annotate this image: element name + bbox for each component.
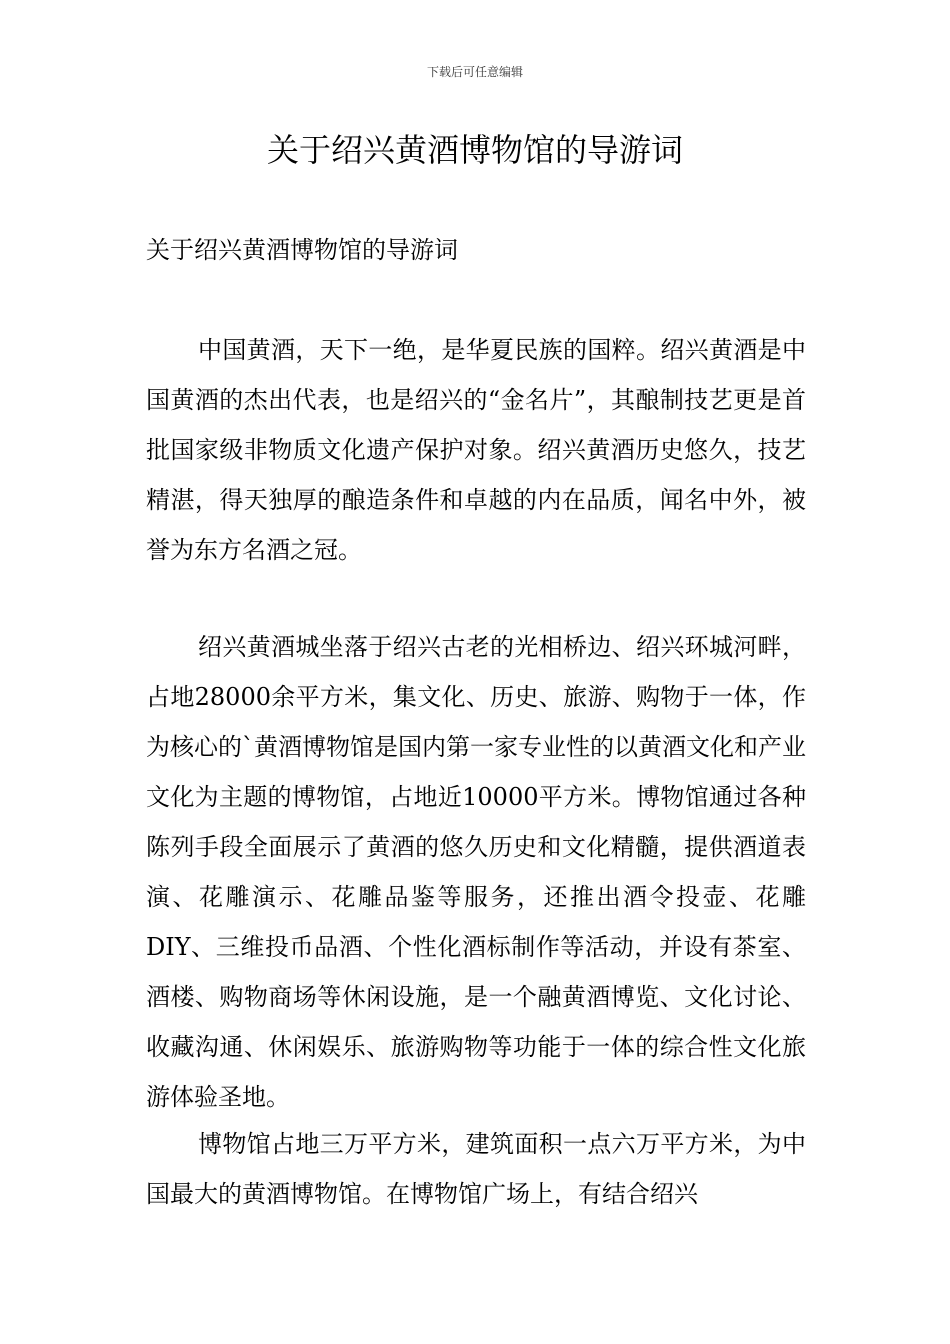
body-paragraph-2: 绍兴黄酒城坐落于绍兴古老的光相桥边、绍兴环城河畔，占地28000余平方米，集文化、历史、旅游、购物于一体，作为核心的`黄酒博物馆是国内第一家专业性的以黄酒文化和产业文化为主题的博物馆，占地近10000平方米。博物馆通过各种陈列手段全面展示了黄酒的悠久历史和文化精髓，提供酒道表演、花雕演示、花雕品鉴等服务，还推出酒令投壶、花雕DIY、三维投币品酒、个性化酒标制作等活动，并设有茶室、酒楼、购物商场等休闲设施，是一个融黄酒博览、文化讨论、收藏沟通、休闲娱乐、旅游购物等功能于一体的综合性文化旅游体验圣地。 [146,633,806,1111]
document-subtitle: 关于绍兴黄酒博物馆的导游词 [146,236,458,264]
body-paragraph-3: 博物馆占地三万平方米，建筑面积一点六万平方米，为中国最大的黄酒博物馆。在博物馆广场上，有结合绍兴 [146,1130,806,1208]
body-paragraph-1: 中国黄酒，天下一绝，是华夏民族的国粹。绍兴黄酒是中国黄酒的杰出代表，也是绍兴的“金名片”，其酿制技艺更是首批国家级非物质文化遗产保护对象。绍兴黄酒历史悠久，技艺精湛，得天独厚的酿造条件和卓越的内在品质，闻名中外，被誉为东方名酒之冠。 [146,336,806,564]
document-title: 关于绍兴黄酒博物馆的导游词 [266,131,683,169]
page-header-note: 下载后可任意编辑 [426,65,523,79]
